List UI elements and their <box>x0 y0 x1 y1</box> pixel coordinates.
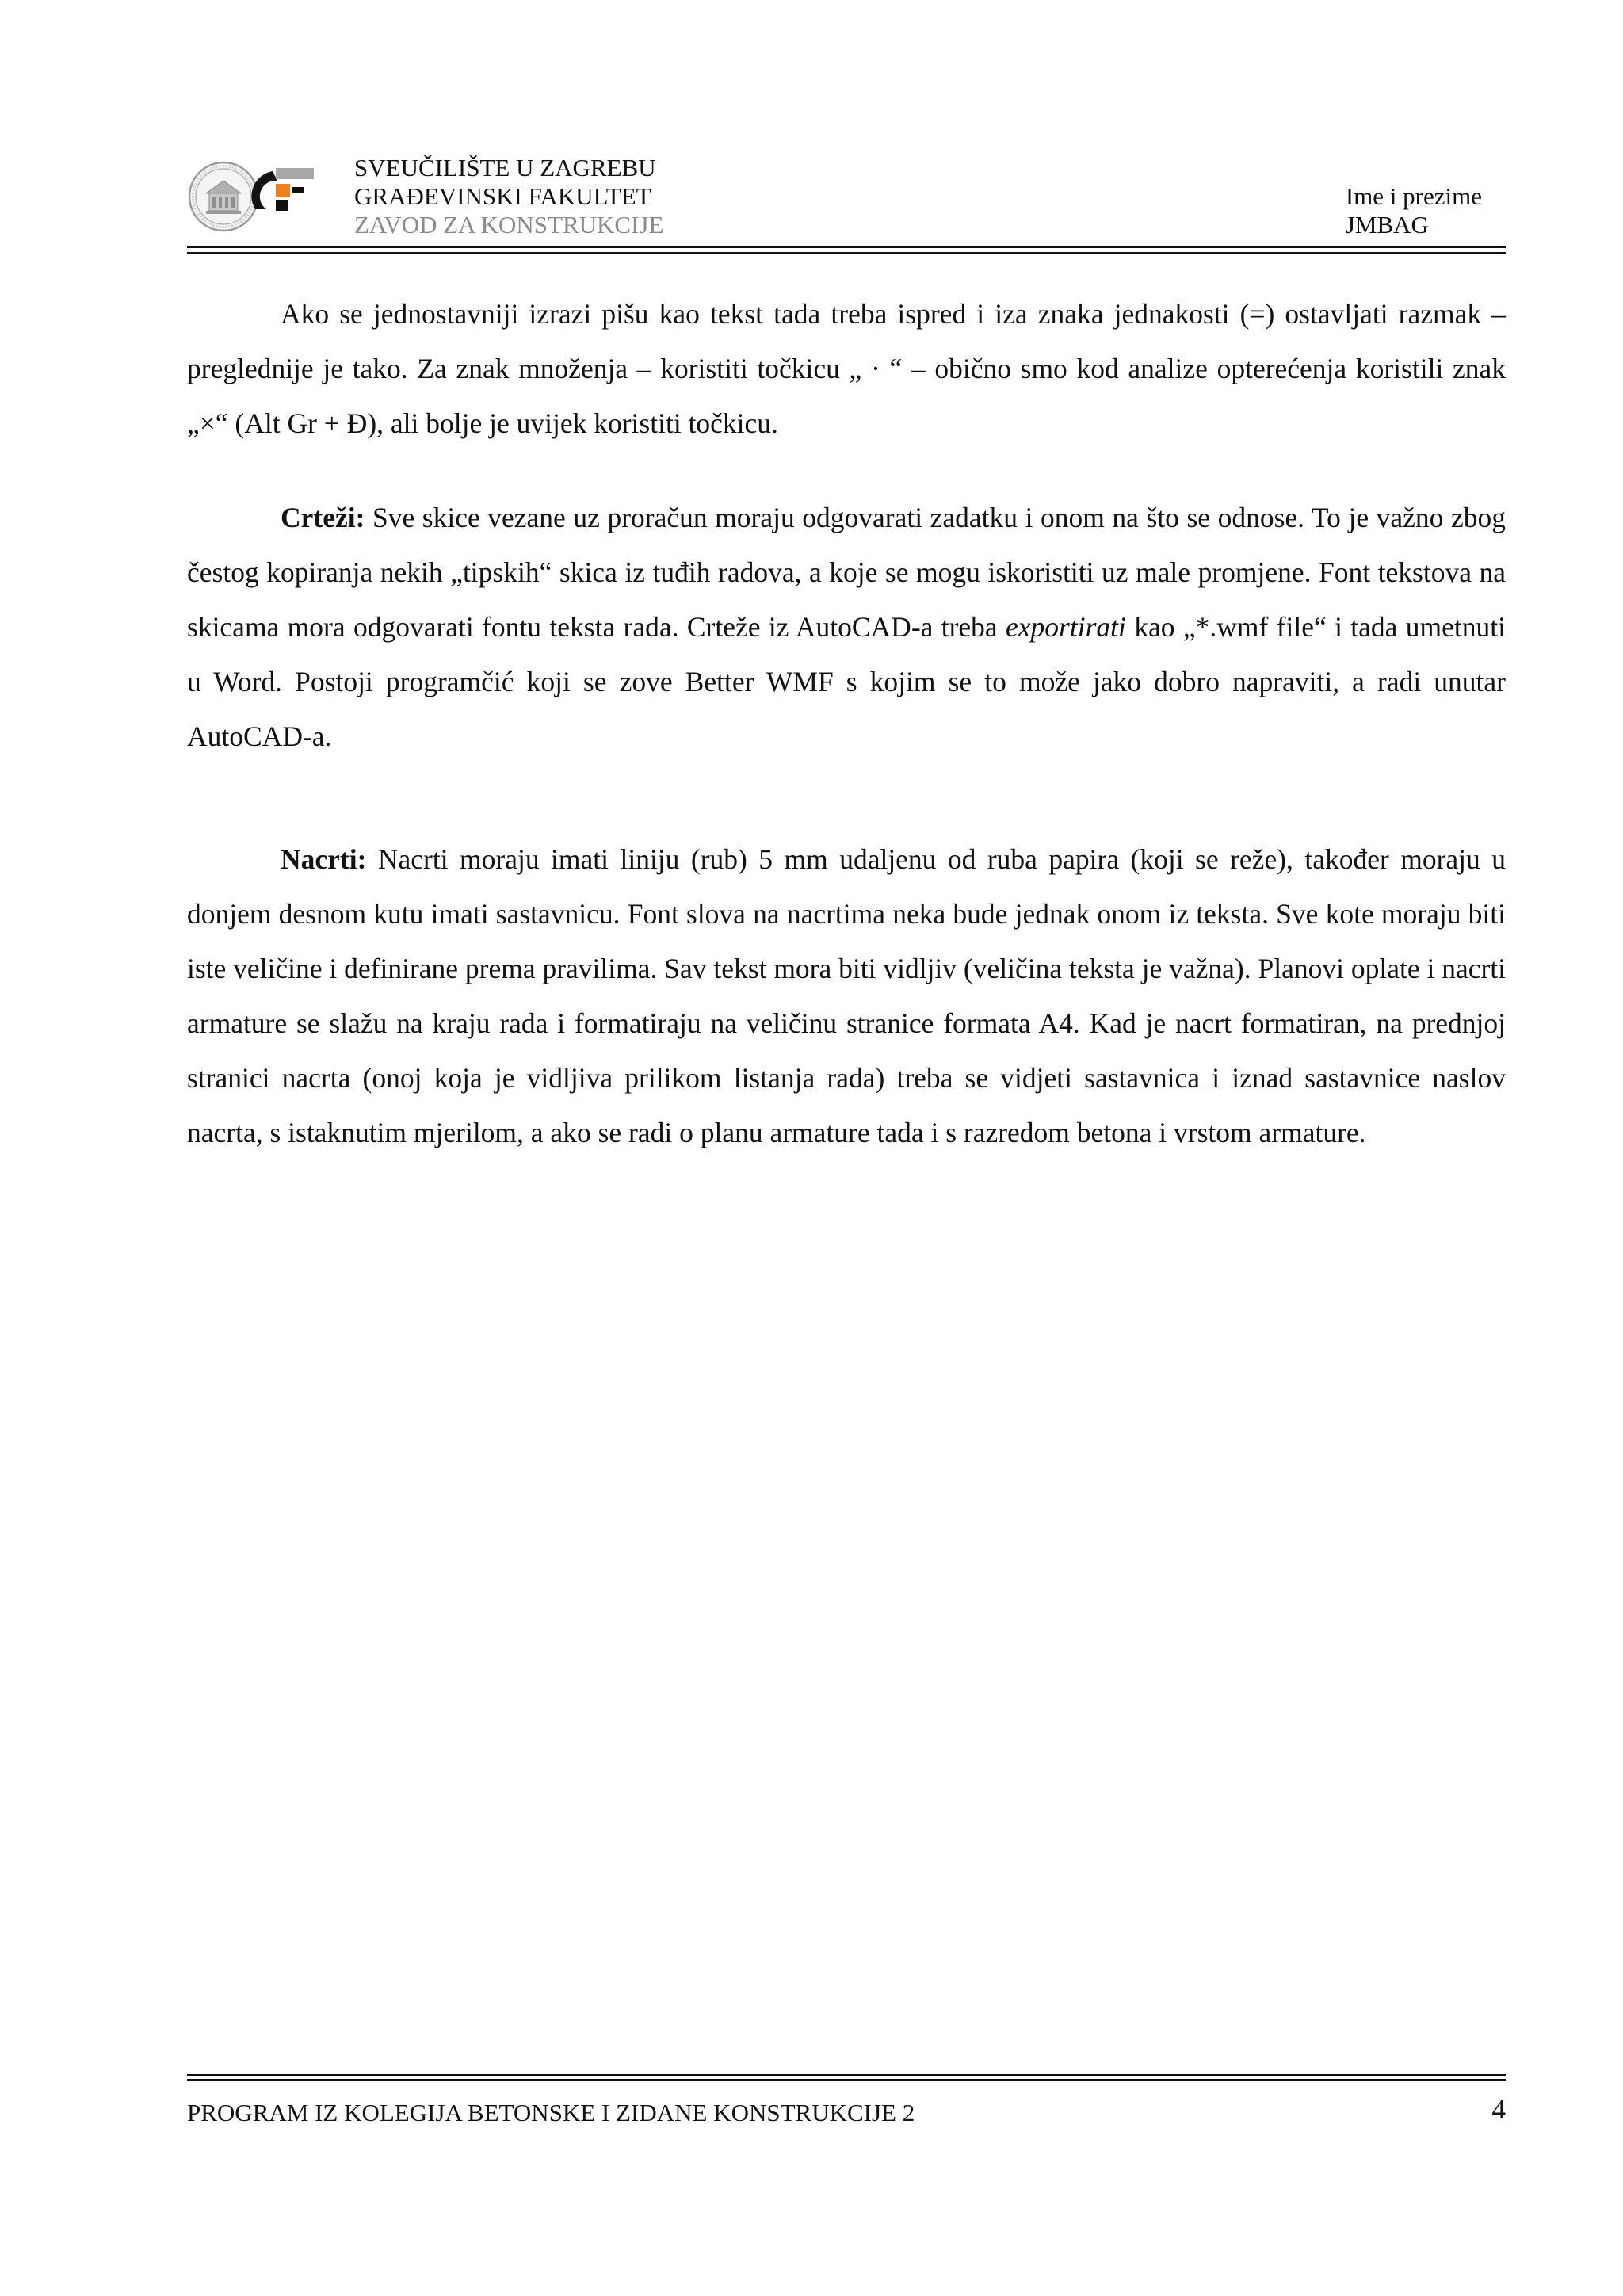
header-rule-thick <box>187 246 1506 248</box>
drawings-heading: Crteži: <box>281 502 365 533</box>
page-number: 4 <box>1491 2094 1506 2125</box>
student-info-block <box>1346 182 1482 239</box>
paragraph-expressions <box>187 287 1506 451</box>
plans-heading: Nacrti: <box>281 843 367 875</box>
university-seal-icon <box>189 162 258 231</box>
faculty-logo-icon <box>187 152 326 241</box>
footer-rule-thin <box>187 2074 1506 2076</box>
footer-title: PROGRAM IZ KOLEGIJA BETONSKE I ZIDANE KONSTRUKCIJE 2 <box>187 2099 915 2126</box>
paragraph-expressions-text: Ako se jednostavniji izrazi pišu kao tekst tada treba ispred i iza znaka jednakosti (=) ostavljati razmak – preglednije je tako. Za znak množenja – koristiti točkicu „ · “ – obično smo kod analize opterećenja koristili znak „×“ (Alt Gr + Đ), ali bolje je uvijek koristiti točkicu. <box>187 298 1506 439</box>
department-name: ZAVOD ZA KONSTRUKCIJE <box>354 211 664 239</box>
name-label: Ime i prezime <box>1345 182 1482 210</box>
plans-text: Nacrti moraju imati liniju (rub) 5 mm udaljenu od ruba papira (koji se reže), također moraju u donjem desnom kutu imati sastavnicu. Font slova na nacrtima neka bude jednak onom iz teksta. Sve kote moraju biti iste veličine i definirane prema pravilima. Sav tekst mora biti vidljiv (veličina teksta je važna). Planovi oplate i nacrti armature se slažu na kraju rada i formatiraju na veličinu stranice formata A4. Kad je nacrt formatiran, na prednjoj stranici nacrta (onoj koja je vidljiva prilikom listanja rada) treba se vidjeti sastavnica i iznad sastavnice naslov nacrta, s istaknutim mjerilom, a ako se radi o planu armature tada i s razredom betona i vrstom armature. <box>187 843 1507 1148</box>
header-rule-thin <box>187 252 1506 254</box>
institution-block <box>354 154 663 239</box>
id-label: JMBAG <box>1345 211 1429 239</box>
faculty-name: GRAĐEVINSKI FAKULTET <box>354 182 651 210</box>
university-name: SVEUČILIŠTE U ZAGREBU <box>354 154 656 181</box>
footer-rule-thick <box>187 2079 1506 2081</box>
faculty-mark-icon <box>251 168 314 211</box>
drawings-text-a: Sve skice vezane uz proračun moraju odgovarati zadatku i onom na što se odnose. To je važno zbog čestog kopiranja nekih „tipskih“ skica iz tuđih radova, a koje se mogu iskoristiti uz male promjene. Font tekstova na skicama mora odgovarati fontu teksta rada. Crteže iz AutoCAD-a treba <box>187 502 1506 643</box>
drawings-text-b: kao „*.wmf file“ i tada umetnuti u Word. Postoji programčić koji se zove Better WMF s kojim se to može jako dobro napraviti, a radi unutar AutoCAD-a. <box>187 611 1506 752</box>
drawings-italic-term: exportirati <box>1006 611 1126 643</box>
paragraph-drawings <box>187 491 1506 764</box>
document-body <box>187 287 1506 1200</box>
page-header <box>187 149 1506 247</box>
paragraph-plans <box>187 832 1506 1160</box>
